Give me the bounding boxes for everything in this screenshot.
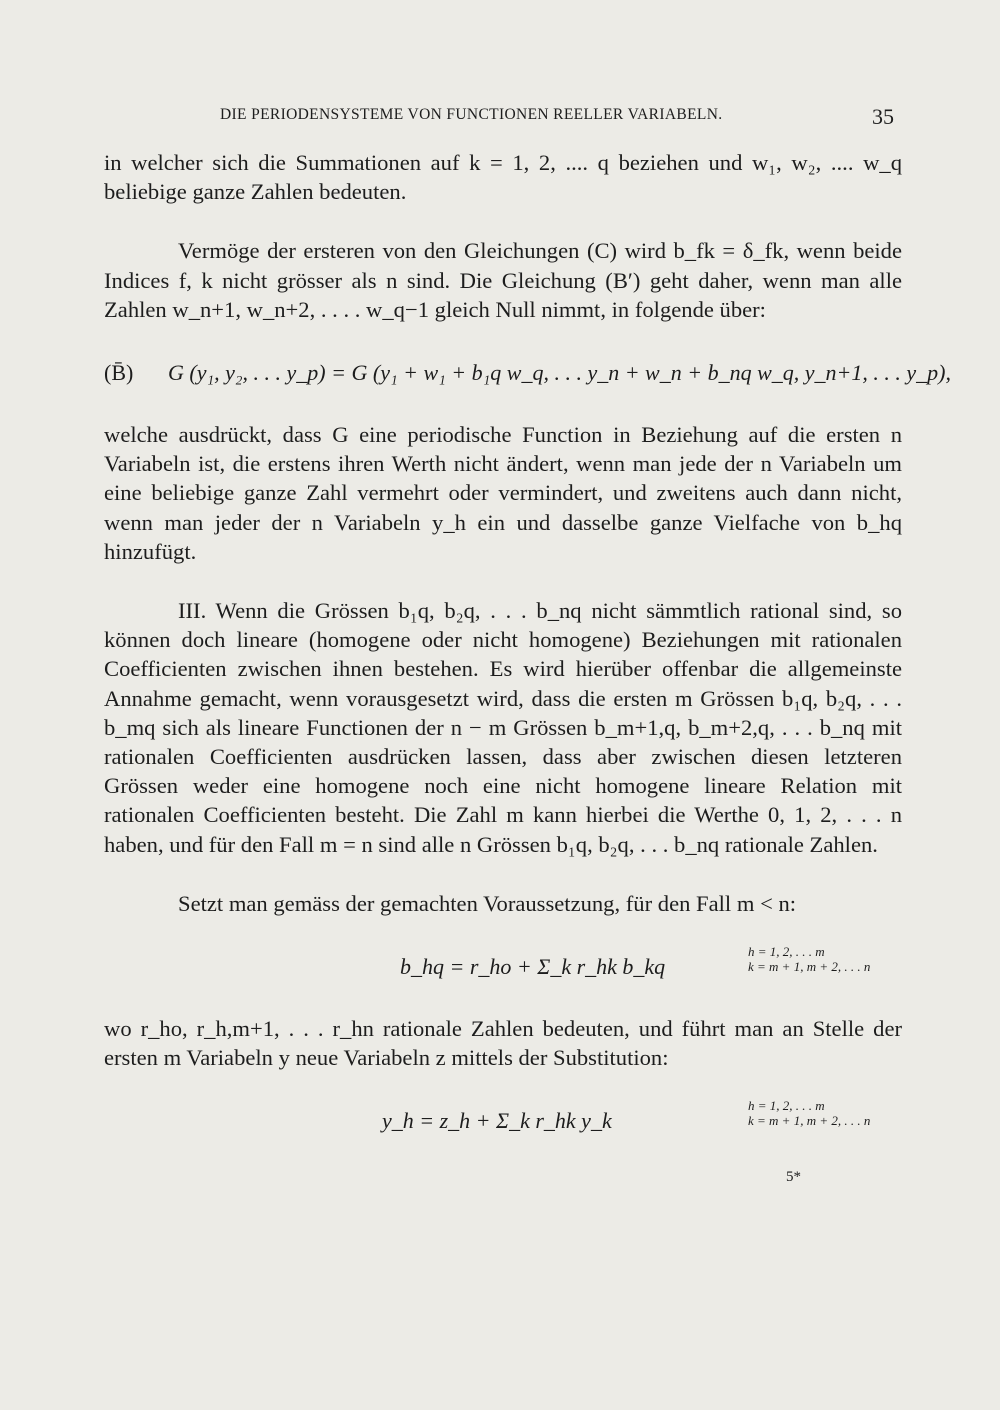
formula-label: (B̄) — [104, 360, 134, 386]
condition-line: h = 1, 2, . . . m — [748, 1098, 825, 1114]
formula-expression: G (y₁, y₂, . . . y_p) = G (y₁ + w₁ + b₁q w_q, . . . y_n + w_n + b_nq w_q, y_n+1, . . . y_p), — [168, 360, 951, 386]
spacer — [104, 988, 902, 1014]
formula-expression: y_h = z_h + Σ_k r_hk y_k — [382, 1108, 612, 1134]
paragraph-1: in welcher sich die Summationen auf k = 1, 2, .... q beziehen und w₁, w₂, .... w_q beliebige ganze Zahlen bedeuten. — [104, 150, 902, 205]
paragraph-4: III. Wenn die Grössen b₁q, b₂q, . . . b_nq nicht sämmtlich rational sind, so können doch lineare (homogene oder nicht homogene) Beziehungen mit rationalen Coefficienten zwischen ihnen bestehen. Es wird hierüber offenbar die allgemeinste Annahme gemacht, wenn vorausgesetzt wird, dass die ersten m Grössen b₁q, b₂q, . . . b_mq sich als lineare Functionen der n − m Grössen b_m+1,q, b_m+2,q, . . . b_nq mit rationalen Coefficienten ausdrücken lassen, dass aber zwischen diesen letzteren Grössen weder eine homogene noch eine nicht homogene lineare Relation mit rationalen Coefficienten besteht. Die Zahl m kann hierbei die Werthe 0, 1, 2, . . . n haben, und für den Fall m = n sind alle n Grössen b₁q, b₂q, . . . b_nq rationale Zahlen. — [104, 598, 902, 857]
spacer — [104, 859, 902, 889]
formula-condition — [748, 944, 870, 974]
formula-expression: b_hq = r_ho + Σ_k r_hk b_kq — [400, 954, 666, 980]
page-number: 35 — [872, 104, 894, 129]
formula-condition — [748, 1098, 870, 1128]
signature-mark: 5* — [786, 1169, 801, 1185]
formula-y-h — [104, 1098, 902, 1142]
spacer — [104, 1072, 902, 1098]
spacer — [104, 566, 902, 596]
page-body — [104, 148, 951, 1142]
paragraph-2: Vermöge der ersteren von den Gleichungen (C) wird b_fk = δ_fk, wenn beide Indices f, k nicht grösser als n sind. Die Gleichung (B′) geht daher, wenn man alle Zahlen w_n+1, w_n+2, . . . . w_q−1 gleich Null nimmt, in folgende über: — [104, 238, 902, 322]
formula-b-hq — [104, 944, 902, 988]
running-title: DIE PERIODENSYSTEME VON FUNCTIONEN REELLER VARIABELN. — [220, 106, 723, 123]
condition-line: h = 1, 2, . . . m — [748, 944, 825, 960]
formula-b-bar — [104, 350, 951, 394]
spacer — [104, 324, 902, 350]
paragraph-6: wo r_ho, r_h,m+1, . . . r_hn rationale Zahlen bedeuten, und führt man an Stelle der ersten m Variabeln y neue Variabeln z mittels der Substitution: — [104, 1016, 902, 1071]
spacer — [104, 394, 902, 420]
page-header — [0, 104, 1000, 134]
paragraph-5: Setzt man gemäss der gemachten Voraussetzung, für den Fall m < n: — [178, 890, 797, 916]
condition-line: k = m + 1, m + 2, . . . n — [748, 959, 871, 975]
paragraph-3: welche ausdrückt, dass G eine periodische Function in Beziehung auf die ersten n Variabeln ist, die erstens ihren Werth nicht ändert, wenn man jede der n Variabeln um eine beliebige ganze Zahl vermehrt oder vermindert, und zweitens auch dann nicht, wenn man jeder der n Variabeln y_h ein und dasselbe ganze Vielfache von b_hq hinzufügt. — [104, 422, 902, 564]
spacer — [104, 206, 902, 236]
spacer — [104, 918, 902, 944]
condition-line: k = m + 1, m + 2, . . . n — [748, 1113, 871, 1129]
